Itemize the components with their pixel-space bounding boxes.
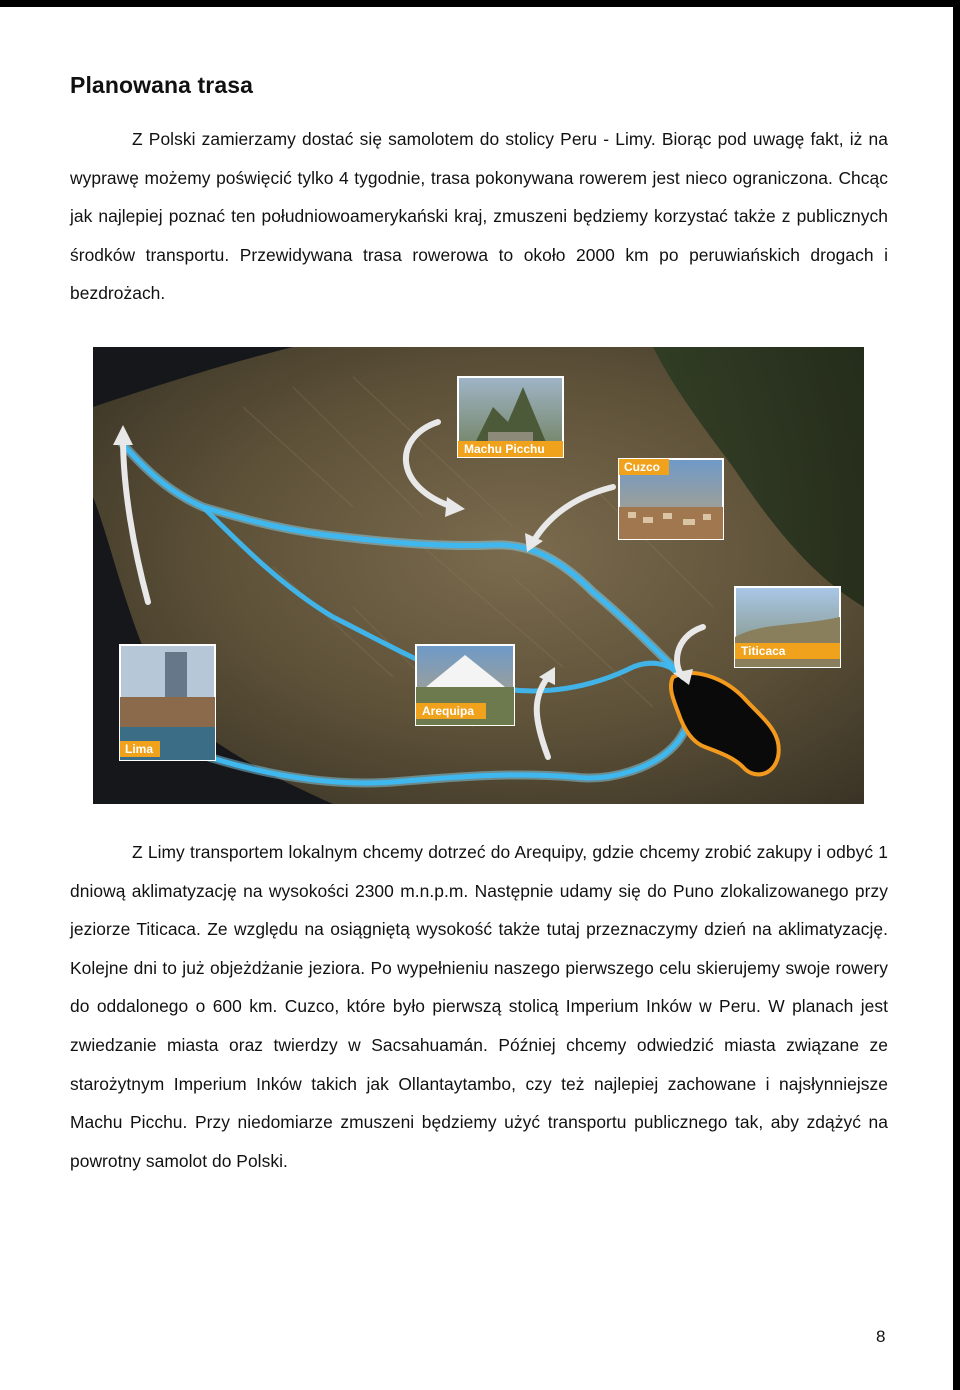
route-description-paragraph: Z Limy transportem lokalnym chcemy dotrzeć do Arequipy, gdzie chcemy zrobić zakupy i odbyć 1 dniową aklimatyzację na wysokości 2300 m.n.p.m. Następnie udamy się do Puno zlokalizowanego przy jeziorze Titicaca. Ze względu na osiągniętą wysokość także tutaj przeznaczymy dzień na aklimatyzację. Kolejne dni to już objeżdżanie jeziora. Po wypełnieniu naszego pierwszego celu skierujemy swoje rowery do oddalonego o 600 km. Cuzco, które było pierwszą stolicą Imperium Inków w Peru. W planach jest zwiedzanie miasta oraz twierdzy w Sacsahuamán. Później chcemy odwiedzić miasta związane ze starożytnym Imperium Inków takich jak Ollantaytambo, czy też najlepiej zachowane i najsłynniejsze Machu Picchu. Przy niedomiarze zmuszeni będziemy użyć transportu publicznego tak, aby zdążyć na powrotny samolot do Polski. xyxy=(70,842,888,1171)
label-arequipa: Arequipa xyxy=(422,704,475,718)
route-map-graphic xyxy=(93,347,864,804)
photo-titicaca xyxy=(735,587,840,667)
label-titicaca: Titicaca xyxy=(741,644,786,658)
section-heading: Planowana trasa xyxy=(70,72,254,98)
page-border-top xyxy=(0,0,960,7)
label-machu-picchu: Machu Picchu xyxy=(464,442,545,456)
route-map xyxy=(93,347,864,804)
page-number: 8 xyxy=(876,1327,886,1346)
photo-lima xyxy=(120,645,215,760)
intro-paragraph: Z Polski zamierzamy dostać się samolotem do stolicy Peru - Limy. Biorąc pod uwagę fakt, iż na wyprawę możemy poświęcić tylko 4 tygodnie, trasa pokonywana rowerem jest nieco ograniczona. Chcąc jak najlepiej poznać ten południowoamerykański kraj, zmuszeni będziemy korzystać także z publicznych środków transportu. Przewidywana trasa rowerowa to około 2000 km po peruwiańskich drogach i bezdrożach. xyxy=(70,129,888,304)
photo-arequipa xyxy=(416,645,514,725)
photo-cuzco xyxy=(619,459,723,539)
label-cuzco: Cuzco xyxy=(624,460,660,474)
photo-machu-picchu xyxy=(458,377,563,457)
label-lima: Lima xyxy=(125,742,154,756)
page-border-right xyxy=(953,0,960,1390)
